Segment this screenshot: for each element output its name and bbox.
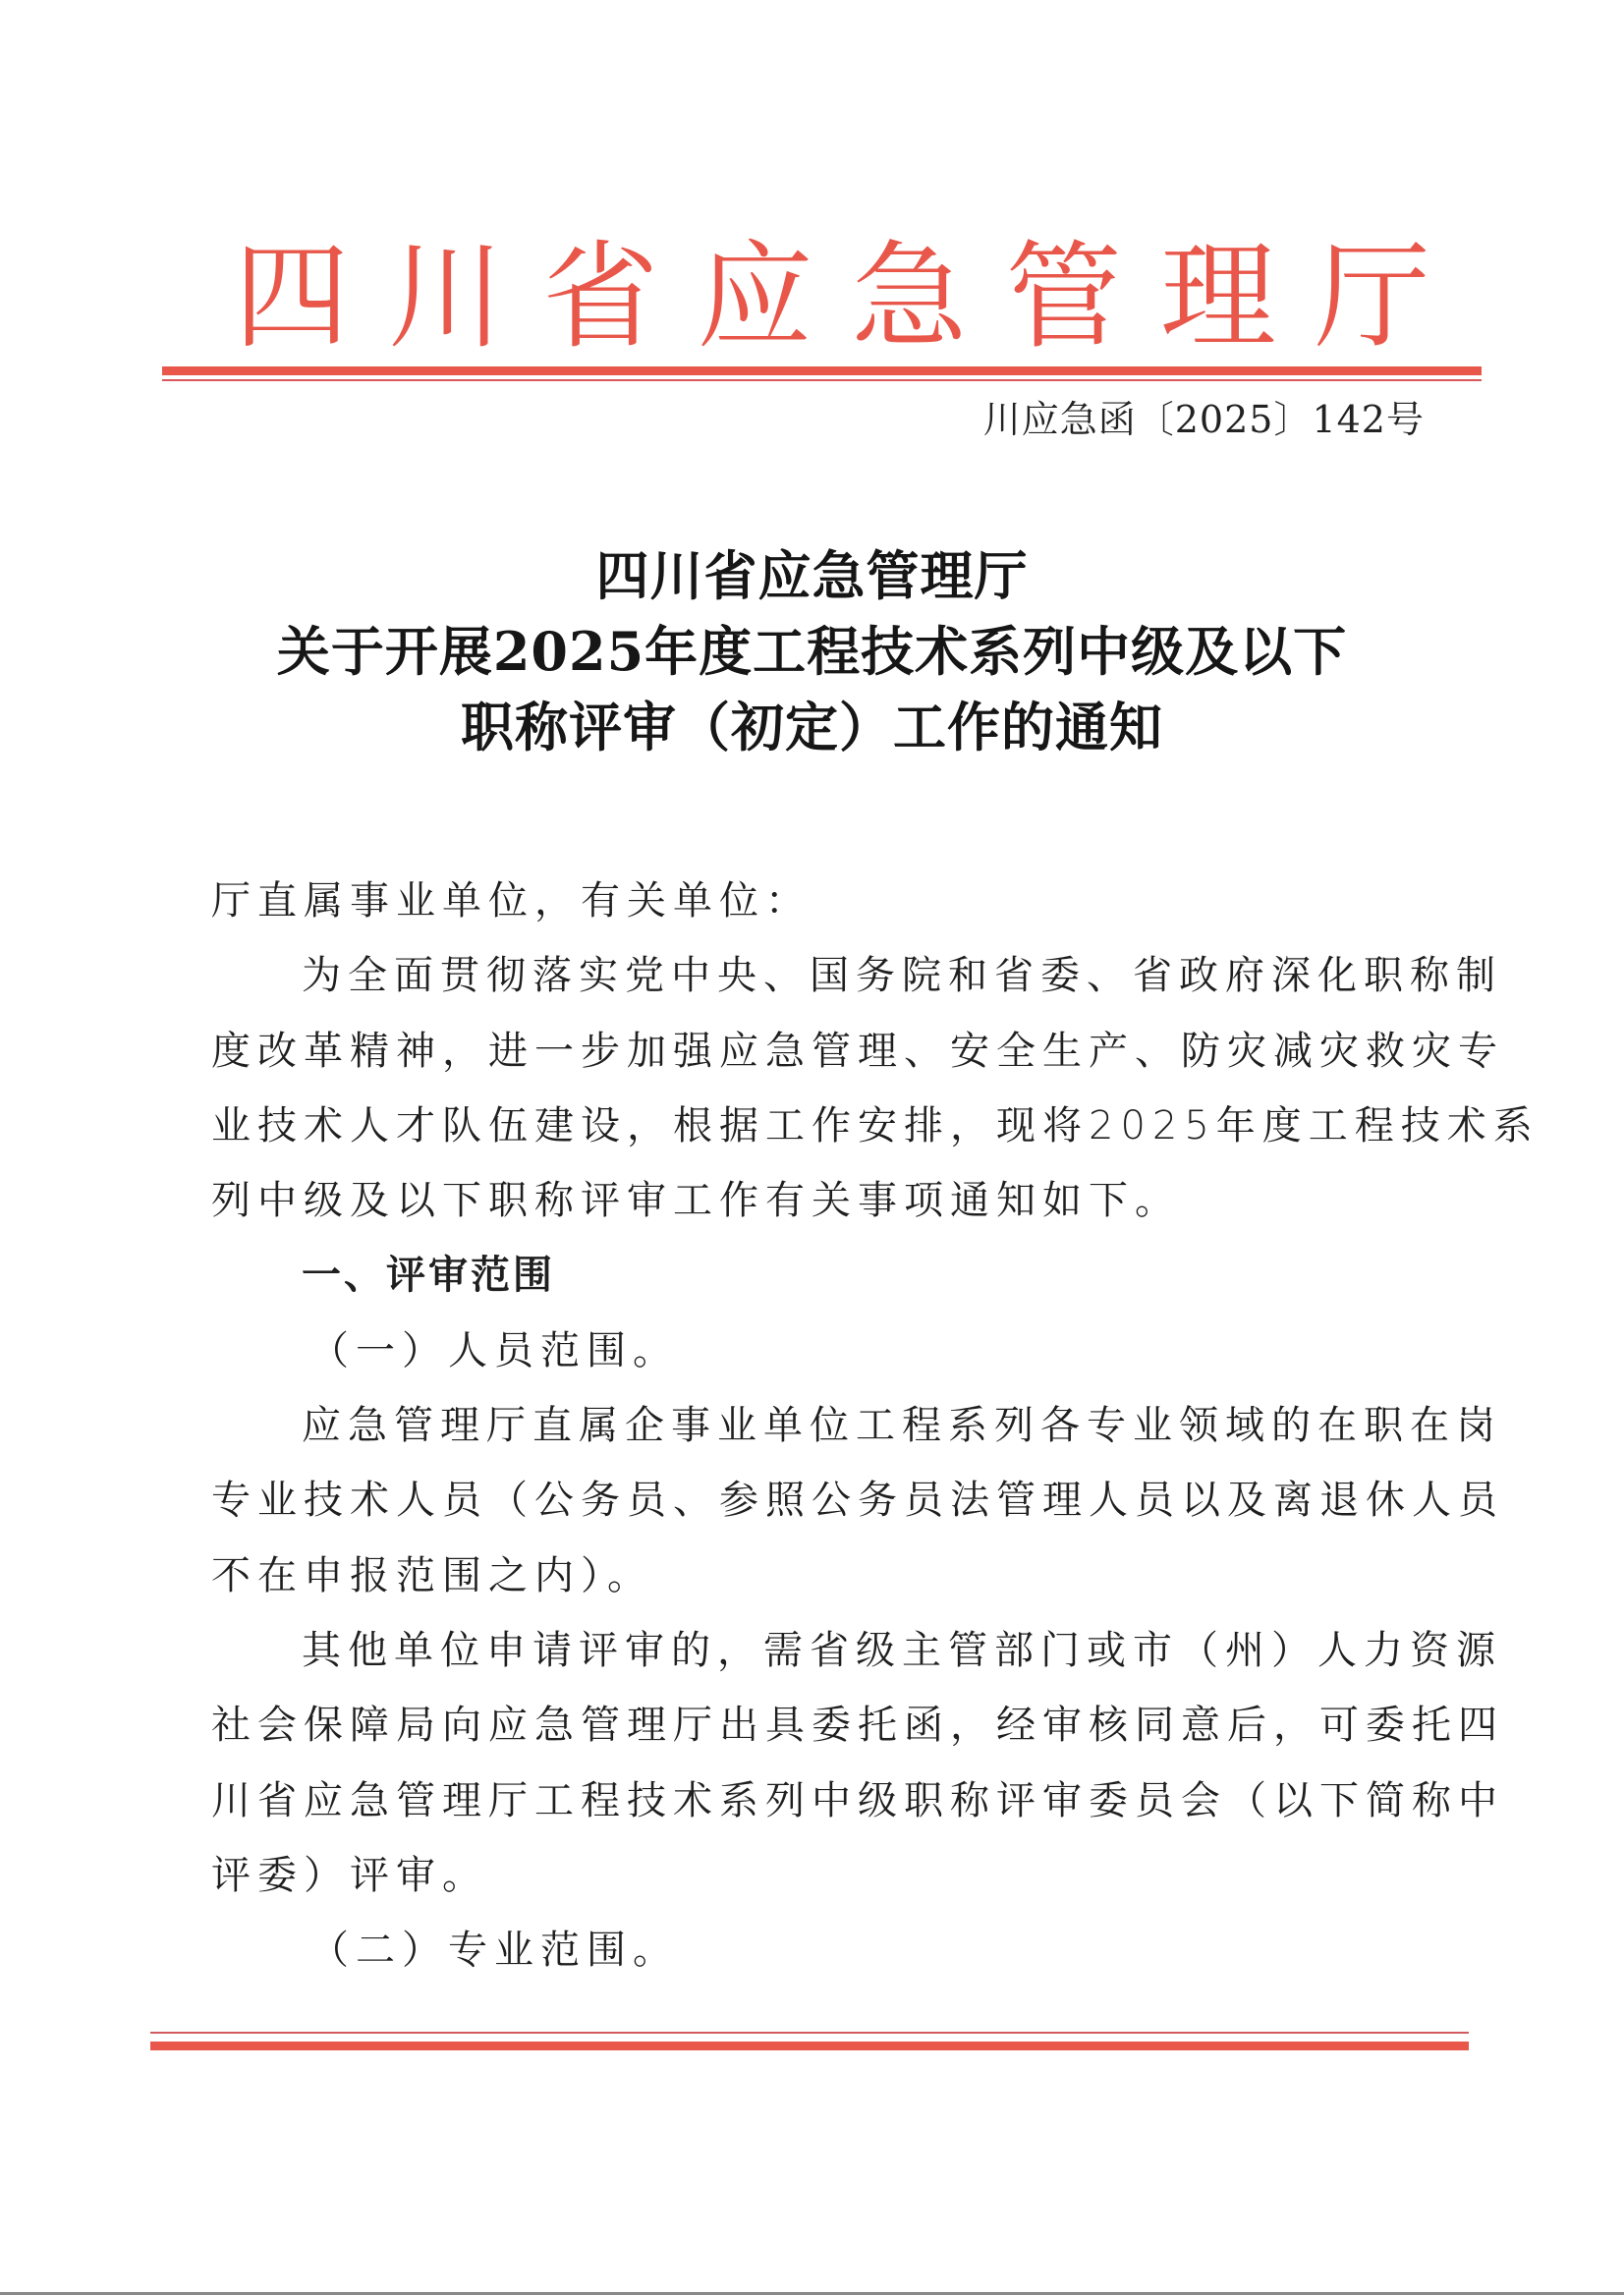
paragraph-line: 应急管理厅直属企事业单位工程系列各专业领域的在职在岗 [302, 1403, 1502, 1449]
letterhead-char: 理 [1159, 229, 1276, 364]
letterhead-char: 四 [233, 229, 350, 364]
paragraph-line: 社会保障局向应急管理厅出具委托函，经审核同意后，可委托四 [211, 1703, 1504, 1749]
letterhead-char: 应 [697, 229, 813, 364]
subsection-heading: （一）人员范围。 [309, 1327, 679, 1373]
paragraph-line: 其他单位申请评审的，需省级主管部门或市（州）人力资源 [302, 1627, 1502, 1673]
paragraph-line: 为全面贯彻落实党中央、国务院和省委、省政府深化职称制 [302, 953, 1502, 999]
letterhead-rule-thin [162, 379, 1482, 381]
paragraph-line: 业技术人才队伍建设，根据工作安排，现将2025年度工程技术系 [211, 1102, 1540, 1148]
letterhead-char: 省 [542, 229, 659, 364]
letterhead-char: 川 [388, 229, 505, 364]
document-number: 川应急函〔2025〕142号 [982, 398, 1425, 441]
title-line: 关于开展2025年度工程技术系列中级及以下 [276, 620, 1348, 683]
paragraph-line: 川省应急管理厅工程技术系列中级职称评审委员会（以下简称中 [211, 1777, 1504, 1823]
paragraph-line: 不在申报范围之内）。 [211, 1552, 653, 1598]
letterhead-char: 管 [1005, 229, 1122, 364]
letterhead-char: 急 [851, 229, 968, 364]
letterhead-title [228, 228, 1436, 365]
title-line: 职称评审（初定）工作的通知 [461, 696, 1163, 758]
subsection-heading: （二）专业范围。 [309, 1928, 679, 1974]
letterhead-rule-thick [162, 366, 1482, 375]
document-title [0, 538, 1624, 765]
paragraph-line: 专业技术人员（公务员、参照公务员法管理人员以及离退休人员 [211, 1478, 1504, 1524]
document-body [211, 872, 1540, 1996]
footer-rule-thin [150, 2032, 1469, 2034]
letterhead-char: 厅 [1314, 229, 1430, 364]
paragraph-line: 列中级及以下职称评审工作有关事项通知如下。 [211, 1178, 1181, 1224]
salutation: 厅直属事业单位，有关单位： [211, 878, 812, 924]
paragraph-line: 评委）评审。 [211, 1852, 488, 1898]
section-heading: 一、评审范围 [302, 1253, 555, 1299]
paragraph-line: 度改革精神，进一步加强应急管理、安全生产、防灾减灾救灾专 [211, 1028, 1504, 1074]
title-line: 四川省应急管理厅 [595, 544, 1029, 607]
footer-rule-thick [150, 2042, 1469, 2050]
